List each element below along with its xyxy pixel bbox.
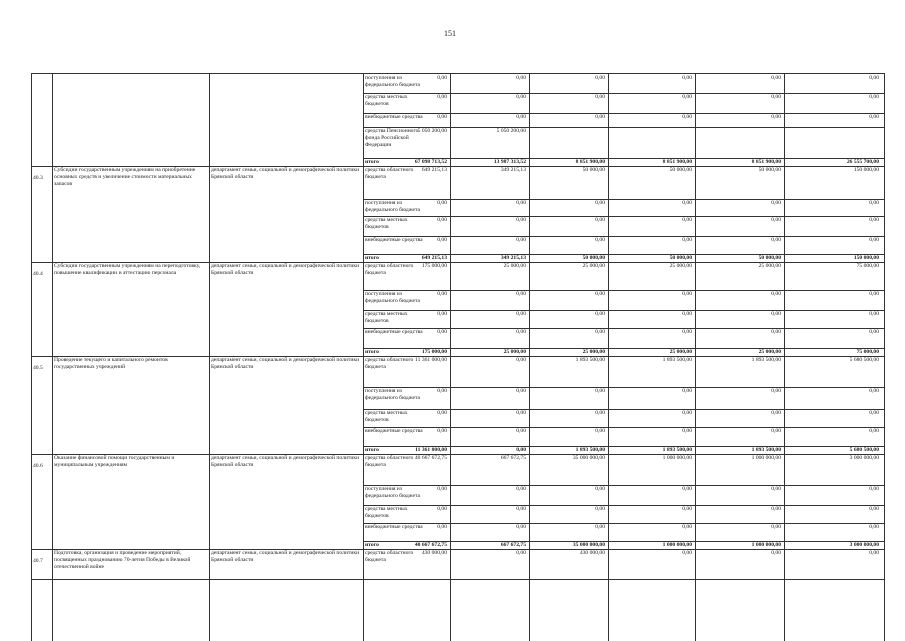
value-cell: 0,00 xyxy=(771,486,781,492)
item-name: Проведение текущего и капитального ремонтов государственных учреждений xyxy=(54,357,168,370)
value-cell: 0,00 xyxy=(437,486,447,492)
value-cell: 0,00 xyxy=(682,428,692,434)
value-cell: 0,00 xyxy=(595,311,605,317)
value-cell: 175 000,00 xyxy=(421,263,447,269)
item-name: Субсидии государственным учреждениям на переподготовку, повышение квалификации и аттестацию персонала xyxy=(54,263,201,276)
value-cell: 0,00 xyxy=(771,217,781,223)
value-cell: 0,00 xyxy=(682,506,692,512)
value-cell: 0,00 xyxy=(771,291,781,297)
value-cell: 1 893 500,00 xyxy=(751,447,781,453)
value-cell: 0,00 xyxy=(516,550,526,556)
funding-source: средства областного бюджета xyxy=(365,455,414,468)
value-cell: 25 000,00 xyxy=(582,263,605,269)
value-cell: 0,00 xyxy=(437,94,447,100)
value-cell: 35 000 000,00 xyxy=(572,542,605,548)
value-cell: 75 000,00 xyxy=(856,349,879,355)
value-cell: 0,00 xyxy=(516,291,526,297)
value-cell: 40 667 672,75 xyxy=(414,455,447,461)
value-cell: 0,00 xyxy=(516,486,526,492)
value-cell: 0,00 xyxy=(437,506,447,512)
value-cell: 0,00 xyxy=(771,506,781,512)
value-cell: 0,00 xyxy=(771,410,781,416)
value-cell: 175 000,00 xyxy=(421,349,447,355)
value-cell: 0,00 xyxy=(516,506,526,512)
value-cell: 8 851 900,00 xyxy=(751,159,781,165)
value-cell: 0,00 xyxy=(595,114,605,120)
value-cell: 0,00 xyxy=(771,114,781,120)
value-cell: 0,00 xyxy=(437,329,447,335)
funding-source: поступления из федерального бюджета xyxy=(365,486,421,499)
value-cell: 50 000,00 xyxy=(758,255,781,261)
value-cell: 0,00 xyxy=(595,217,605,223)
value-cell: 0,00 xyxy=(516,447,526,453)
value-cell: 0,00 xyxy=(595,524,605,530)
value-cell: 0,00 xyxy=(869,524,879,530)
value-cell: 667 672,75 xyxy=(500,542,526,548)
funding-source: средства Пенсионного фонда Российской Федерации xyxy=(365,128,419,148)
column-divider xyxy=(529,74,530,641)
funding-source: итого xyxy=(365,447,379,453)
value-cell: 0,00 xyxy=(595,410,605,416)
funding-source: средства местных бюджетов xyxy=(365,506,408,519)
funding-source: внебюджетные средства xyxy=(365,114,423,120)
item-name: Оказание финансовой помощи государственным и муниципальным учреждениям xyxy=(54,455,175,468)
value-cell: 0,00 xyxy=(595,237,605,243)
funding-source: поступления из федерального бюджета xyxy=(365,291,421,304)
value-cell: 430 000,00 xyxy=(421,550,447,556)
funding-source: внебюджетные средства xyxy=(365,428,423,434)
funding-source: средства местных бюджетов xyxy=(365,94,408,107)
value-cell: 150 000,00 xyxy=(853,167,879,173)
row-number: 40.7 xyxy=(33,558,43,564)
page-number: 151 xyxy=(444,29,456,38)
funding-source: внебюджетные средства xyxy=(365,329,423,335)
value-cell: 0,00 xyxy=(869,311,879,317)
value-cell: 0,00 xyxy=(516,329,526,335)
value-cell: 50 000,00 xyxy=(669,255,692,261)
value-cell: 0,00 xyxy=(437,524,447,530)
column-divider xyxy=(608,74,609,641)
value-cell: 0,00 xyxy=(516,217,526,223)
executor: департамент семьи, социальной и демографической политики Брянской области xyxy=(211,455,360,468)
value-cell: 0,00 xyxy=(869,200,879,206)
value-cell: 0,00 xyxy=(437,217,447,223)
funding-source: итого xyxy=(365,255,379,261)
value-cell: 1 893 500,00 xyxy=(662,447,692,453)
value-cell: 25 000,00 xyxy=(582,349,605,355)
value-cell: 26 555 700,00 xyxy=(846,159,879,165)
column-divider xyxy=(363,74,364,641)
value-cell: 0,00 xyxy=(869,94,879,100)
value-cell: 3 000 000,00 xyxy=(849,542,879,548)
value-cell: 0,00 xyxy=(437,114,447,120)
value-cell: 40 667 672,75 xyxy=(414,542,447,548)
column-divider xyxy=(784,74,785,641)
value-cell: 8 851 900,00 xyxy=(575,159,605,165)
value-cell: 0,00 xyxy=(516,75,526,81)
value-cell: 0,00 xyxy=(771,428,781,434)
value-cell: 0,00 xyxy=(869,217,879,223)
executor: департамент семьи, социальной и демографической политики Брянской области xyxy=(211,263,360,276)
value-cell: 0,00 xyxy=(516,311,526,317)
value-cell: 150 000,00 xyxy=(853,255,879,261)
funding-source: итого xyxy=(365,542,379,548)
value-cell: 0,00 xyxy=(771,200,781,206)
value-cell: 1 893 500,00 xyxy=(662,357,692,363)
funding-source: поступления из федерального бюджета xyxy=(365,388,421,401)
value-cell: 50 000,00 xyxy=(582,255,605,261)
value-cell: 0,00 xyxy=(771,311,781,317)
value-cell: 0,00 xyxy=(437,428,447,434)
value-cell: 0,00 xyxy=(437,291,447,297)
value-cell: 430 000,00 xyxy=(579,550,605,556)
value-cell: 649 215,13 xyxy=(421,255,447,261)
executor: департамент семьи, социальной и демографической политики Брянской области xyxy=(211,550,360,563)
value-cell: 0,00 xyxy=(516,357,526,363)
funding-source: итого xyxy=(365,159,379,165)
value-cell: 0,00 xyxy=(869,291,879,297)
value-cell: 0,00 xyxy=(516,237,526,243)
funding-source: средства местных бюджетов xyxy=(365,217,408,230)
value-cell: 0,00 xyxy=(682,114,692,120)
value-cell: 35 000 000,00 xyxy=(572,455,605,461)
value-cell: 0,00 xyxy=(869,428,879,434)
value-cell: 11 361 000,00 xyxy=(415,447,447,453)
value-cell: 3 000 000,00 xyxy=(849,455,879,461)
row-number: 40.4 xyxy=(33,271,43,277)
funding-source: поступления из федерального бюджета xyxy=(365,75,421,88)
value-cell: 1 893 500,00 xyxy=(575,447,605,453)
value-cell: 5 050 200,00 xyxy=(496,128,526,134)
row-number: 40.3 xyxy=(33,175,43,181)
value-cell: 0,00 xyxy=(869,506,879,512)
value-cell: 0,00 xyxy=(437,200,447,206)
value-cell: 1 000 000,00 xyxy=(662,455,692,461)
funding-source: внебюджетные средства xyxy=(365,524,423,530)
value-cell: 0,00 xyxy=(437,237,447,243)
value-cell: 0,00 xyxy=(682,75,692,81)
column-divider xyxy=(695,74,696,641)
value-cell: 0,00 xyxy=(682,291,692,297)
value-cell: 0,00 xyxy=(869,550,879,556)
value-cell: 67 098 713,52 xyxy=(414,159,447,165)
value-cell: 0,00 xyxy=(682,217,692,223)
value-cell: 0,00 xyxy=(437,75,447,81)
value-cell: 0,00 xyxy=(595,428,605,434)
value-cell: 11 361 000,00 xyxy=(415,357,447,363)
value-cell: 0,00 xyxy=(595,94,605,100)
value-cell: 0,00 xyxy=(869,237,879,243)
value-cell: 0,00 xyxy=(869,388,879,394)
value-cell: 50 000,00 xyxy=(758,167,781,173)
value-cell: 0,00 xyxy=(682,94,692,100)
value-cell: 0,00 xyxy=(771,75,781,81)
budget-table xyxy=(31,73,885,641)
value-cell: 0,00 xyxy=(516,94,526,100)
value-cell: 1 893 500,00 xyxy=(575,357,605,363)
value-cell: 0,00 xyxy=(869,410,879,416)
value-cell: 0,00 xyxy=(516,410,526,416)
value-cell: 0,00 xyxy=(516,200,526,206)
item-name: Подготовка, организация и проведение мероприятий, посвященных празднованию 70-летия Победы в Великой отечественной войне xyxy=(54,550,191,570)
value-cell: 0,00 xyxy=(595,388,605,394)
funding-source: средства местных бюджетов xyxy=(365,410,408,423)
value-cell: 667 672,75 xyxy=(500,455,526,461)
value-cell: 0,00 xyxy=(682,410,692,416)
value-cell: 0,00 xyxy=(771,94,781,100)
item-name: Субсидии государственным учреждениям на приобретение основных средств и увеличение стоимости материальных запасов xyxy=(54,167,196,187)
value-cell: 0,00 xyxy=(771,388,781,394)
funding-source: средства местных бюджетов xyxy=(365,311,408,324)
value-cell: 0,00 xyxy=(682,311,692,317)
value-cell: 0,00 xyxy=(437,388,447,394)
value-cell: 0,00 xyxy=(516,428,526,434)
value-cell: 0,00 xyxy=(516,524,526,530)
value-cell: 8 851 900,00 xyxy=(662,159,692,165)
value-cell: 0,00 xyxy=(771,524,781,530)
value-cell: 0,00 xyxy=(771,237,781,243)
value-cell: 0,00 xyxy=(682,329,692,335)
value-cell: 0,00 xyxy=(595,506,605,512)
value-cell: 5 680 500,00 xyxy=(849,357,879,363)
value-cell: 25 000,00 xyxy=(669,263,692,269)
executor: департамент семьи, социальной и демографической политики Брянской области xyxy=(211,357,360,370)
value-cell: 0,00 xyxy=(437,410,447,416)
executor: департамент семьи, социальной и демографической политики Брянской области xyxy=(211,167,360,180)
funding-source: средства областного бюджета xyxy=(365,263,414,276)
value-cell: 50 000,00 xyxy=(582,167,605,173)
value-cell: 0,00 xyxy=(869,75,879,81)
value-cell: 1 000 000,00 xyxy=(662,542,692,548)
column-divider xyxy=(209,74,210,641)
funding-source: средства областного бюджета xyxy=(365,357,414,370)
row-number: 40.5 xyxy=(33,365,43,371)
value-cell: 25 000,00 xyxy=(503,263,526,269)
value-cell: 1 893 500,00 xyxy=(751,357,781,363)
value-cell: 649 215,13 xyxy=(421,167,447,173)
value-cell: 25 000,00 xyxy=(758,263,781,269)
value-cell: 0,00 xyxy=(682,237,692,243)
value-cell: 25 000,00 xyxy=(669,349,692,355)
column-divider xyxy=(450,74,451,641)
value-cell: 0,00 xyxy=(516,114,526,120)
value-cell: 13 987 313,52 xyxy=(493,159,526,165)
funding-source: итого xyxy=(365,349,379,355)
value-cell: 0,00 xyxy=(771,550,781,556)
value-cell: 0,00 xyxy=(595,486,605,492)
value-cell: 0,00 xyxy=(682,550,692,556)
value-cell: 1 000 000,00 xyxy=(751,455,781,461)
value-cell: 0,00 xyxy=(869,486,879,492)
value-cell: 0,00 xyxy=(595,75,605,81)
value-cell: 0,00 xyxy=(682,388,692,394)
value-cell: 349 215,13 xyxy=(500,255,526,261)
row-divider xyxy=(32,579,884,580)
funding-source: поступления из федерального бюджета xyxy=(365,200,421,213)
value-cell: 349 215,13 xyxy=(500,167,526,173)
value-cell: 0,00 xyxy=(869,114,879,120)
funding-source: средства областного бюджета xyxy=(365,550,414,563)
value-cell: 5 680 500,00 xyxy=(849,447,879,453)
funding-source: средства областного бюджета xyxy=(365,167,414,180)
value-cell: 25 000,00 xyxy=(503,349,526,355)
value-cell: 0,00 xyxy=(516,388,526,394)
value-cell: 0,00 xyxy=(682,200,692,206)
value-cell: 50 000,00 xyxy=(669,167,692,173)
value-cell: 0,00 xyxy=(869,329,879,335)
value-cell: 0,00 xyxy=(682,486,692,492)
row-number: 40.6 xyxy=(33,463,43,469)
column-divider xyxy=(52,74,53,641)
value-cell: 0,00 xyxy=(771,329,781,335)
value-cell: 25 000,00 xyxy=(758,349,781,355)
funding-source: внебюджетные средства xyxy=(365,237,423,243)
value-cell: 5 050 200,00 xyxy=(417,128,447,134)
value-cell: 0,00 xyxy=(595,291,605,297)
value-cell: 0,00 xyxy=(595,200,605,206)
value-cell: 0,00 xyxy=(437,311,447,317)
value-cell: 75 000,00 xyxy=(856,263,879,269)
value-cell: 1 000 000,00 xyxy=(751,542,781,548)
value-cell: 0,00 xyxy=(682,524,692,530)
value-cell: 0,00 xyxy=(595,329,605,335)
